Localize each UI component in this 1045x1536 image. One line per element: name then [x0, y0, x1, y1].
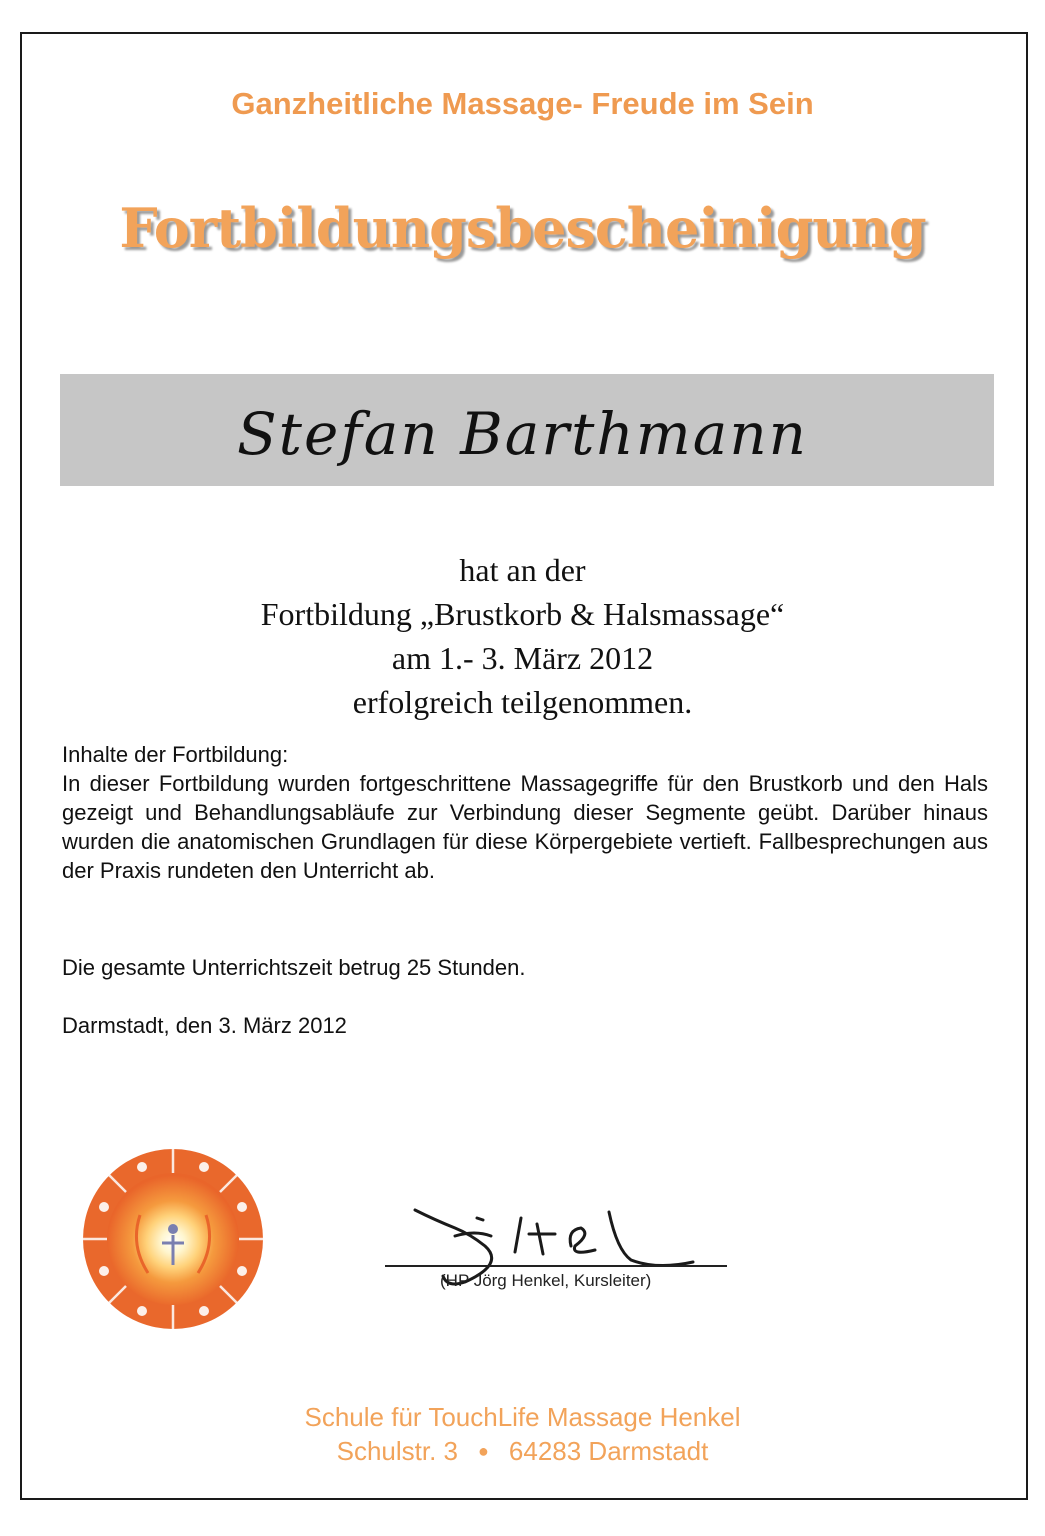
- recipient-name: Stefan Barthmann: [236, 400, 809, 468]
- course-contents: [62, 740, 988, 885]
- total-hours: Die gesamte Unterrichtszeit betrug 25 Stunden.: [62, 955, 526, 980]
- address-street: Schulstr. 3: [336, 1436, 459, 1466]
- participation-line-2: Fortbildung „Brustkorb & Halsmassage“: [260, 596, 785, 632]
- tagline: Ganzheitliche Massage- Freude im Sein: [231, 86, 814, 121]
- contents-text: In dieser Fortbildung wurden fortgeschrittene Massagegriffe für den Brustkorb und den Hals gezeigt und Behandlungsabläufe zur Verbindung dieser Segmente geübt. Darüber hinaus wurden die anatomischen Grundlagen für diese Körpergebiete vertieft. Fallbesprechungen aus der Praxis rundeten den Unterricht ab.: [62, 771, 988, 883]
- contents-heading: Inhalte der Fortbildung:: [62, 742, 289, 767]
- address-city: 64283 Darmstadt: [508, 1436, 709, 1466]
- participation-line-3: am 1.- 3. März 2012: [391, 640, 654, 676]
- certificate-title: Fortbildungsbescheinigung: [119, 196, 926, 260]
- participation-statement: [0, 548, 1045, 724]
- signature-line: [385, 1265, 727, 1267]
- signature-caption: (HP Jörg Henkel, Kursleiter): [440, 1271, 652, 1290]
- touchlife-sun-logo-icon: [82, 1145, 264, 1333]
- school-name: Schule für TouchLife Massage Henkel: [304, 1402, 741, 1432]
- bullet-icon: ●: [478, 1441, 489, 1461]
- place-date: Darmstadt, den 3. März 2012: [62, 1013, 347, 1038]
- participation-line-1: hat an der: [459, 552, 586, 588]
- school-address: [0, 1436, 1045, 1467]
- participation-line-4: erfolgreich teilgenommen.: [352, 684, 693, 720]
